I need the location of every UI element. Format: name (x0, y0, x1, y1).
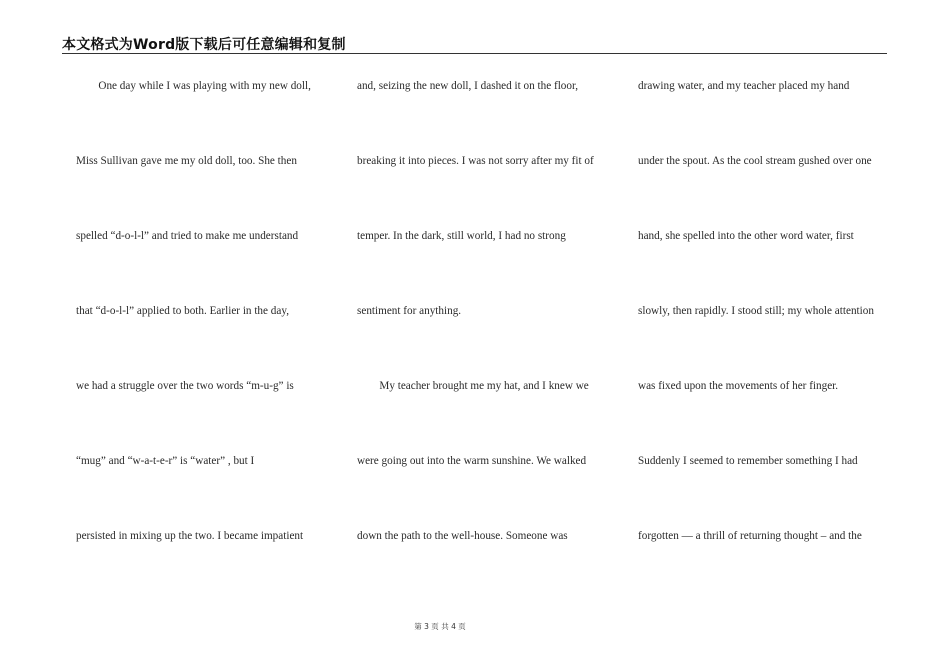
text-line: down the path to the well-house. Someone was (357, 530, 568, 542)
text-line: was fixed upon the movements of her finger. (638, 380, 839, 392)
text-column-2 (357, 77, 619, 602)
text-line: slowly, then rapidly. I stood still; my whole attention (638, 305, 874, 317)
text-line: spelled “d-o-l-l” and tried to make me understand (76, 230, 299, 242)
text-line: One day while I was playing with my new doll, (76, 80, 311, 92)
text-line: sentiment for anything. (357, 305, 462, 317)
text-line: Miss Sullivan gave me my old doll, too. She then (76, 155, 297, 167)
text-line: My teacher brought me my hat, and I knew we (357, 380, 589, 392)
text-column-1 (76, 77, 338, 602)
document-header-title: 本文格式为Word版下载后可任意编辑和复制 (62, 37, 346, 53)
text-line: that “d-o-l-l” applied to both. Earlier in the day, (76, 305, 290, 317)
text-line: forgotten — a thrill of returning thought – and the (638, 530, 862, 542)
text-line: Suddenly I seemed to remember something I had (638, 455, 858, 467)
text-line: breaking it into pieces. I was not sorry after my fit of (357, 155, 594, 167)
text-column-3 (638, 77, 900, 602)
text-line: persisted in mixing up the two. I became impatient (76, 530, 304, 542)
text-line: and, seizing the new doll, I dashed it on the floor, (357, 80, 579, 92)
text-line: under the spout. As the cool stream gushed over one (638, 155, 872, 167)
header-divider (62, 53, 887, 54)
text-line: hand, she spelled into the other word water, first (638, 230, 854, 242)
text-line: drawing water, and my teacher placed my hand (638, 80, 850, 92)
text-line: were going out into the warm sunshine. We walked (357, 455, 587, 467)
text-line: “mug” and “w-a-t-e-r” is “water” , but I (76, 455, 255, 467)
text-line: temper. In the dark, still world, I had no strong (357, 230, 566, 242)
page-number-footer: 第 3 页 共 4 页 (414, 622, 466, 631)
text-line: we had a struggle over the two words “m-u-g” is (76, 380, 294, 392)
